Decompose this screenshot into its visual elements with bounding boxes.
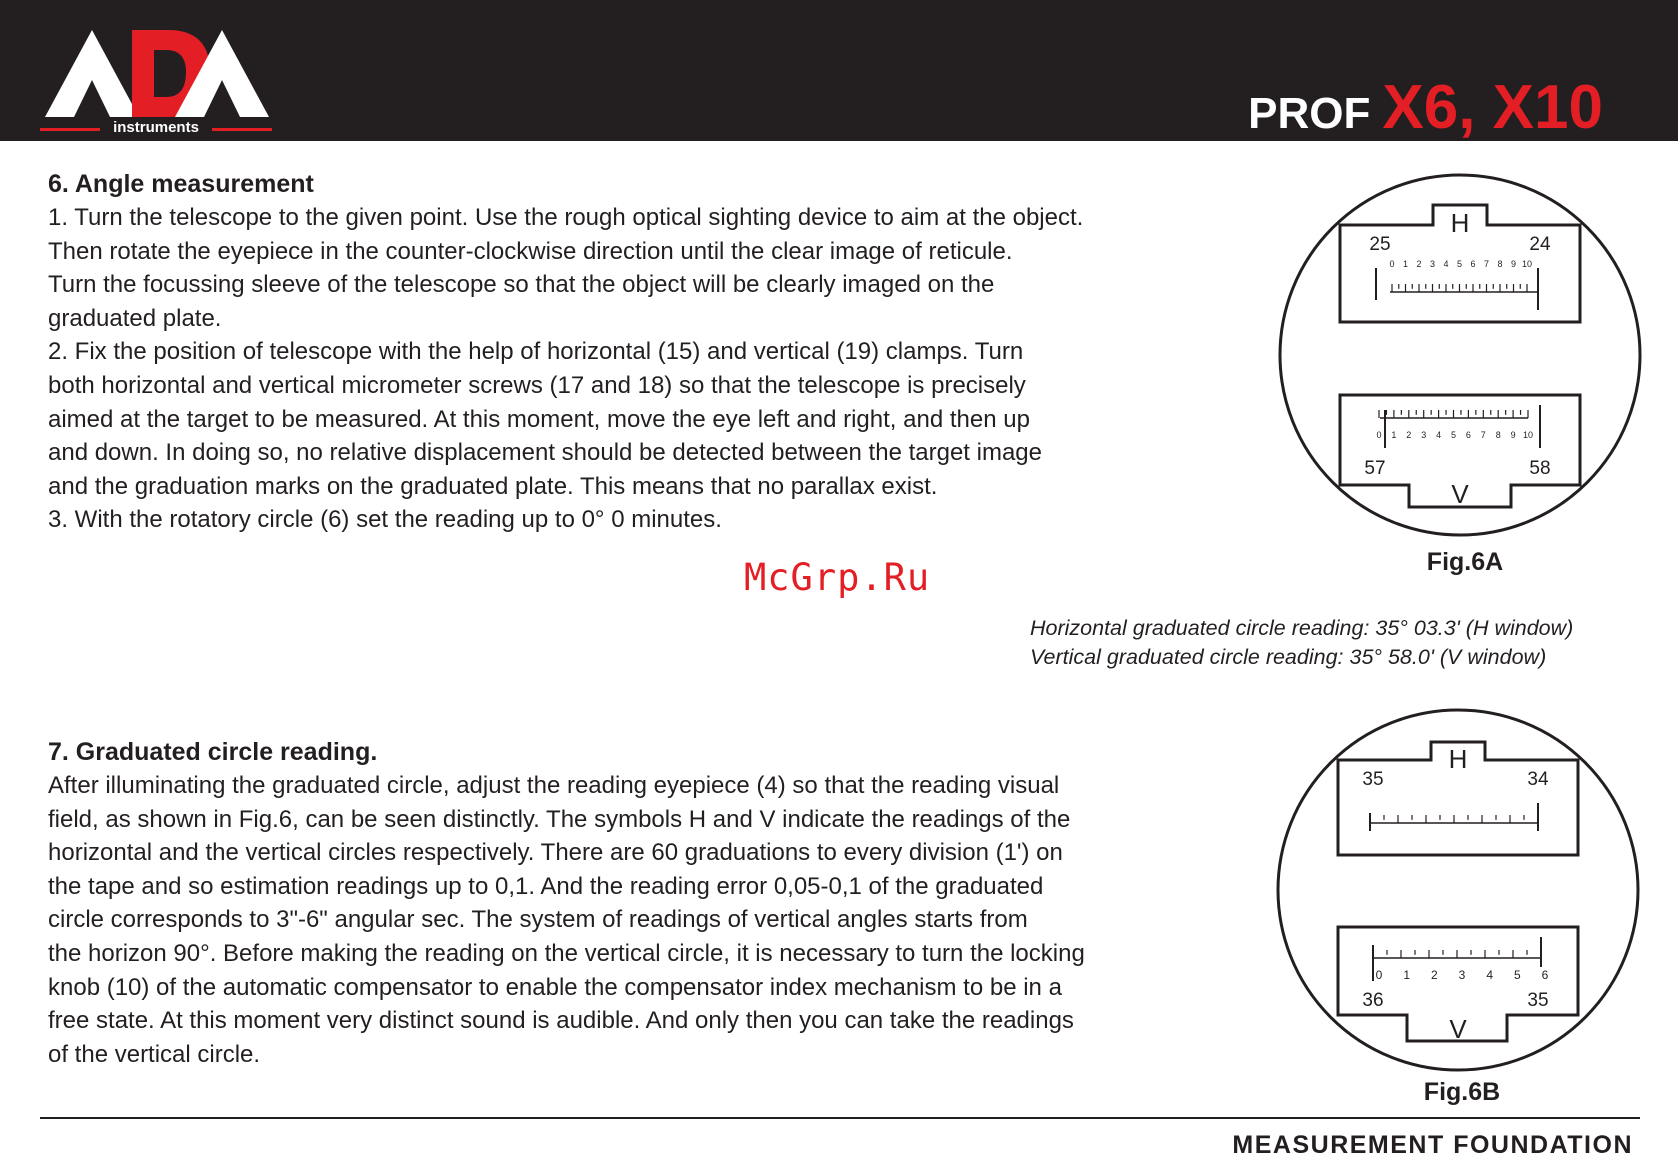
horizontal-reading-caption: Horizontal graduated circle reading: 35° 03.3' (H window) [1030,616,1574,640]
h-window-letter: H [1450,208,1470,238]
scale-label: 1 [1391,430,1397,440]
model-title [1248,72,1603,143]
scale-label: 3 [1421,430,1427,440]
paragraph-line: of the vertical circle. [48,1040,261,1068]
section-title: 7. Graduated circle reading. [48,738,378,766]
paragraph-line: graduated plate. [48,304,222,332]
scale-label: 9 [1510,259,1517,269]
v-window-right-degree: 58 [1529,458,1551,479]
v-window-right-degree: 35 [1527,990,1549,1011]
paragraph-line: aimed at the target to be measured. At this moment, move the eye left and right, and then up [48,405,1030,433]
h-window-left-degree: 35 [1362,769,1384,790]
h-window-left-degree: 25 [1369,234,1391,255]
paragraph-line: free state. At this moment very distinct sound is audible. And only then you can take the readings [48,1007,1074,1035]
fig-6a-label: Fig.6A [1426,548,1504,576]
paragraph-line: knob (10) of the automatic compensator to enable the compensator index mechanism to be in a [48,973,1062,1001]
paragraph-line: 3. With the rotatory circle (6) set the reading up to 0° 0 minutes. [48,506,722,534]
scale-label: 7 [1480,430,1486,440]
section-title: 6. Angle measurement [48,170,314,198]
paragraph-line: and the graduation marks on the graduated plate. This means that no parallax exist. [48,472,938,500]
paragraph-line: the tape and so estimation readings up to 0,1. And the reading error 0,05-0,1 of the graduated [48,872,1044,900]
paragraph-line: Then rotate the eyepiece in the counter-clockwise direction until the clear image of reticule. [48,237,1013,265]
paragraph-line: After illuminating the graduated circle, adjust the reading eyepiece (4) so that the reading visual [48,772,1060,799]
h-window-scale [1370,803,1538,831]
scale-label: 0 [1389,259,1395,269]
h-window-letter: H [1448,744,1468,774]
scale-label: 5 [1456,259,1463,269]
header-bar [0,0,1678,141]
section-graduated-circle-reading [48,736,1268,1071]
fig-6a-dial [1275,170,1645,540]
h-window-right-degree: 24 [1529,234,1551,255]
v-window-letter: V [1449,1014,1467,1044]
v-window-scale [1373,937,1549,982]
scale-label: 5 [1450,430,1457,440]
fig-6b-dial [1273,705,1643,1075]
scale-label: 1 [1402,259,1409,269]
scale-label: 10 [1521,259,1533,269]
ada-logo [40,22,280,137]
fig-6b-label: Fig.6B [1423,1078,1501,1106]
vertical-reading-caption: Vertical graduated circle reading: 35° 58.0' (V window) [1030,645,1547,669]
h-window-right-degree: 34 [1527,769,1549,790]
scale-label: 2 [1406,430,1412,440]
scale-label: 7 [1483,259,1490,269]
scale-label: 5 [1513,968,1521,982]
scale-label: 2 [1430,968,1438,982]
paragraph-line: and down. In doing so, no relative displacement should be detected between the target image [48,439,1042,467]
footer-divider [40,1117,1640,1119]
scale-label: 1 [1403,968,1411,982]
scale-label: 6 [1470,259,1476,269]
scale-label: 4 [1443,259,1449,269]
logo-sub-text: instruments [113,119,199,136]
model-names: X6, X10 [1382,73,1603,142]
scale-label: 0 [1376,430,1382,440]
watermark: McGrp.Ru [744,556,931,599]
paragraph-line: field, as shown in Fig.6, can be seen distinctly. The symbols H and V indicate the readings of the [48,805,1071,833]
scale-label: 2 [1416,259,1422,269]
v-window-left-degree: 57 [1364,458,1386,479]
scale-label: 10 [1522,430,1534,440]
scale-label: 8 [1497,259,1503,269]
footer-text: MEASUREMENT FOUNDATION [1232,1131,1633,1159]
scale-label: 6 [1465,430,1471,440]
h-window-scale [1376,259,1538,310]
scale-label: 9 [1510,430,1516,440]
v-window-left-degree: 36 [1362,990,1384,1011]
paragraph-line: both horizontal and vertical micrometer screws (17 and 18) so that the telescope is precisely [48,371,1026,399]
v-window-scale [1376,405,1540,448]
scale-label: 4 [1436,430,1442,440]
model-prefix: PROF [1248,89,1371,138]
scale-label: 6 [1541,968,1549,982]
paragraph-line: circle corresponds to 3"-6" angular sec. The system of readings of vertical angles starts from [48,906,1028,934]
v-window-letter: V [1451,479,1469,509]
paragraph-line: horizontal and the vertical circles respectively. There are 60 graduations to every division (1') on [48,839,1063,867]
scale-label: 3 [1429,259,1436,269]
scale-label: 8 [1495,430,1501,440]
paragraph-line: Turn the focussing sleeve of the telescope so that the object will be clearly imaged on the [48,271,995,299]
paragraph-line: 2. Fix the position of telescope with the help of horizontal (15) and vertical (19) clamps. Turn [48,338,1024,366]
paragraph-line: 1. Turn the telescope to the given point. Use the rough optical sighting device to aim at the object. [48,204,1084,231]
scale-label: 0 [1375,968,1383,982]
scale-label: 4 [1486,968,1494,982]
scale-label: 3 [1458,968,1466,982]
paragraph-line: the horizon 90°. Before making the reading on the vertical circle, it is necessary to turn the locking [48,939,1085,967]
section-angle-measurement [48,168,1268,537]
